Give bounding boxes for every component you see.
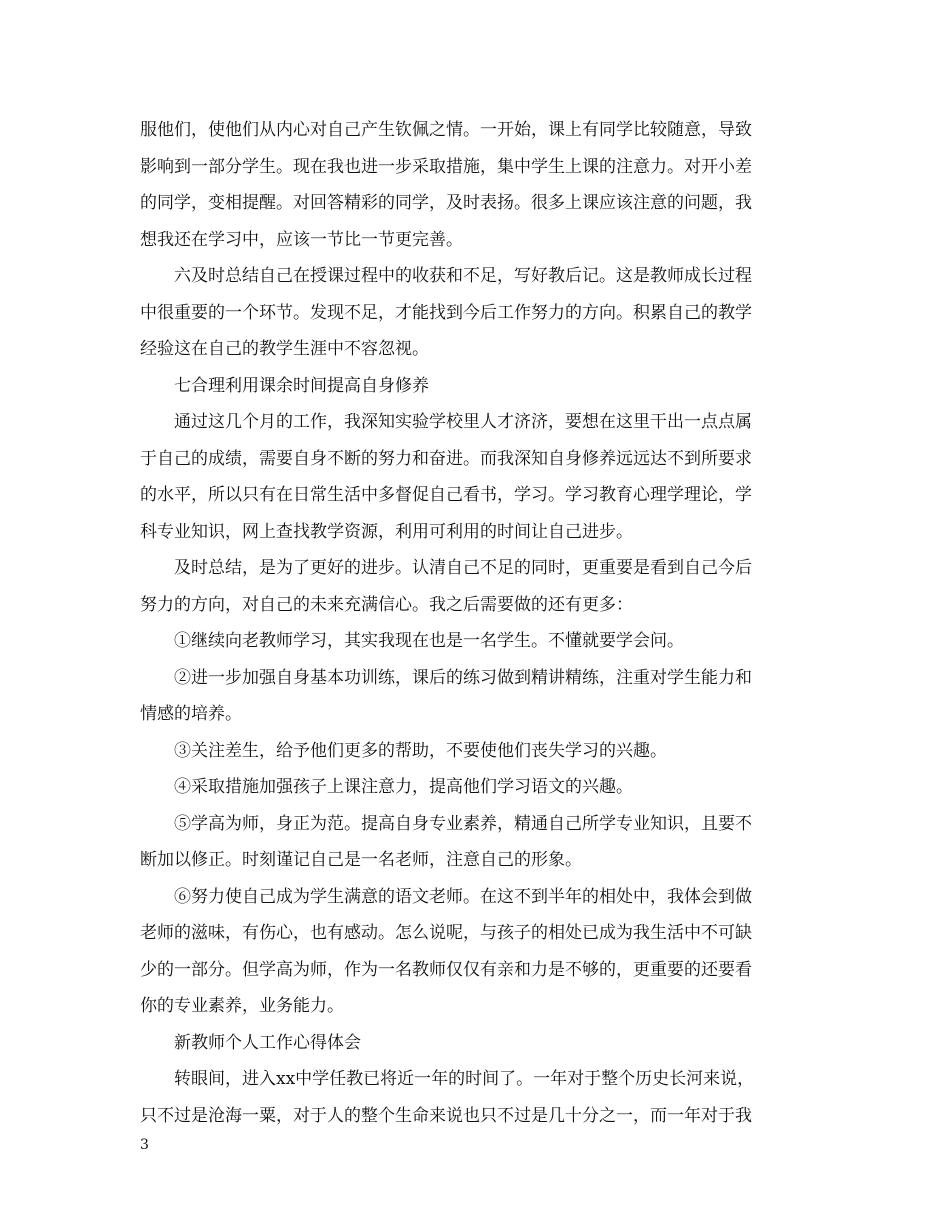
text-line: 科专业知识，网上查找教学资源，利用可利用的时间让自己进步。: [140, 521, 633, 542]
list-item: ⑤学高为师，身正为范。提高自身专业素养，精通自己所学专业知识，且要不: [174, 813, 752, 834]
list-item: ②进一步加强自身基本功训练，课后的练习做到精讲精练，注重对学生能力和: [174, 667, 752, 688]
text-line: 中很重要的一个环节。发现不足，才能找到今后工作努力的方向。积累自己的教学: [140, 302, 752, 323]
text-line: 的水平，所以只有在日常生活中多督促自己看书，学习。学习教育心理学理论，学: [140, 485, 752, 505]
text-line: 你的专业素养，业务能力。: [140, 996, 344, 1016]
text-line: 少的一部分。但学高为师，作为一名教师仅仅有亲和力是不够的，更重要的还要看: [140, 959, 752, 980]
document-body: [140, 112, 820, 1134]
text-line: 只不过是沧海一粟，对于人的整个生命来说也只不过是几十分之一，而一年对于我: [140, 1105, 752, 1126]
section-heading: 七合理利用课余时间提高自身修养: [174, 375, 429, 396]
paragraph-start-line: 六及时总结自己在授课过程中的收获和不足，写好教后记。这是教师成长过程: [174, 266, 752, 286]
list-item: ①继续向老教师学习，其实我现在也是一名学生。不懂就要学会问。: [174, 631, 684, 651]
paragraph-start-line: 转眼间，进入xx中学任教已将近一年的时间了。一年对于整个历史长河来说，: [174, 1069, 755, 1089]
page-number: 3: [140, 1137, 149, 1153]
text-line: 老师的滋味，有伤心，也有感动。怎么说呢，与孩子的相处已成为我生活中不可缺: [140, 923, 752, 943]
section-heading: 新教师个人工作心得体会: [174, 1032, 361, 1053]
paragraph-start-line: 及时总结，是为了更好的进步。认清自己不足的同时，更重要是看到自己今后: [174, 558, 752, 578]
text-line: 断加以修正。时刻谨记自己是一名老师，注意自己的形象。: [140, 850, 582, 870]
text-line: 服他们，使他们从内心对自己产生钦佩之情。一开始，课上有同学比较随意，导致: [140, 120, 752, 140]
list-item: ⑥努力使自己成为学生满意的语文老师。在这不到半年的相处中，我体会到做: [174, 886, 752, 907]
text-line: 想我还在学习中，应该一节比一节更完善。: [140, 229, 463, 250]
text-line: 影响到一部分学生。现在我也进一步采取措施，集中学生上课的注意力。对开小差: [140, 156, 752, 177]
text-line: 情感的培养。: [140, 704, 242, 724]
text-line: 经验这在自己的教学生涯中不容忽视。: [140, 339, 429, 359]
text-line: 于自己的成绩，需要自身不断的努力和奋进。而我深知自身修养远远达不到所要求: [140, 448, 752, 469]
text-line: 努力的方向，对自己的未来充满信心。我之后需要做的还有更多：: [140, 594, 633, 615]
list-item: ③关注差生，给予他们更多的帮助，不要使他们丧失学习的兴趣。: [174, 740, 667, 761]
text-line: 的同学，变相提醒。对回答精彩的同学，及时表扬。很多上课应该注意的问题，我: [140, 193, 752, 213]
paragraph-start-line: 通过这几个月的工作，我深知实验学校里人才济济，要想在这里干出一点点属: [174, 412, 752, 432]
list-item: ④采取措施加强孩子上课注意力，提高他们学习语文的兴趣。: [174, 777, 633, 797]
